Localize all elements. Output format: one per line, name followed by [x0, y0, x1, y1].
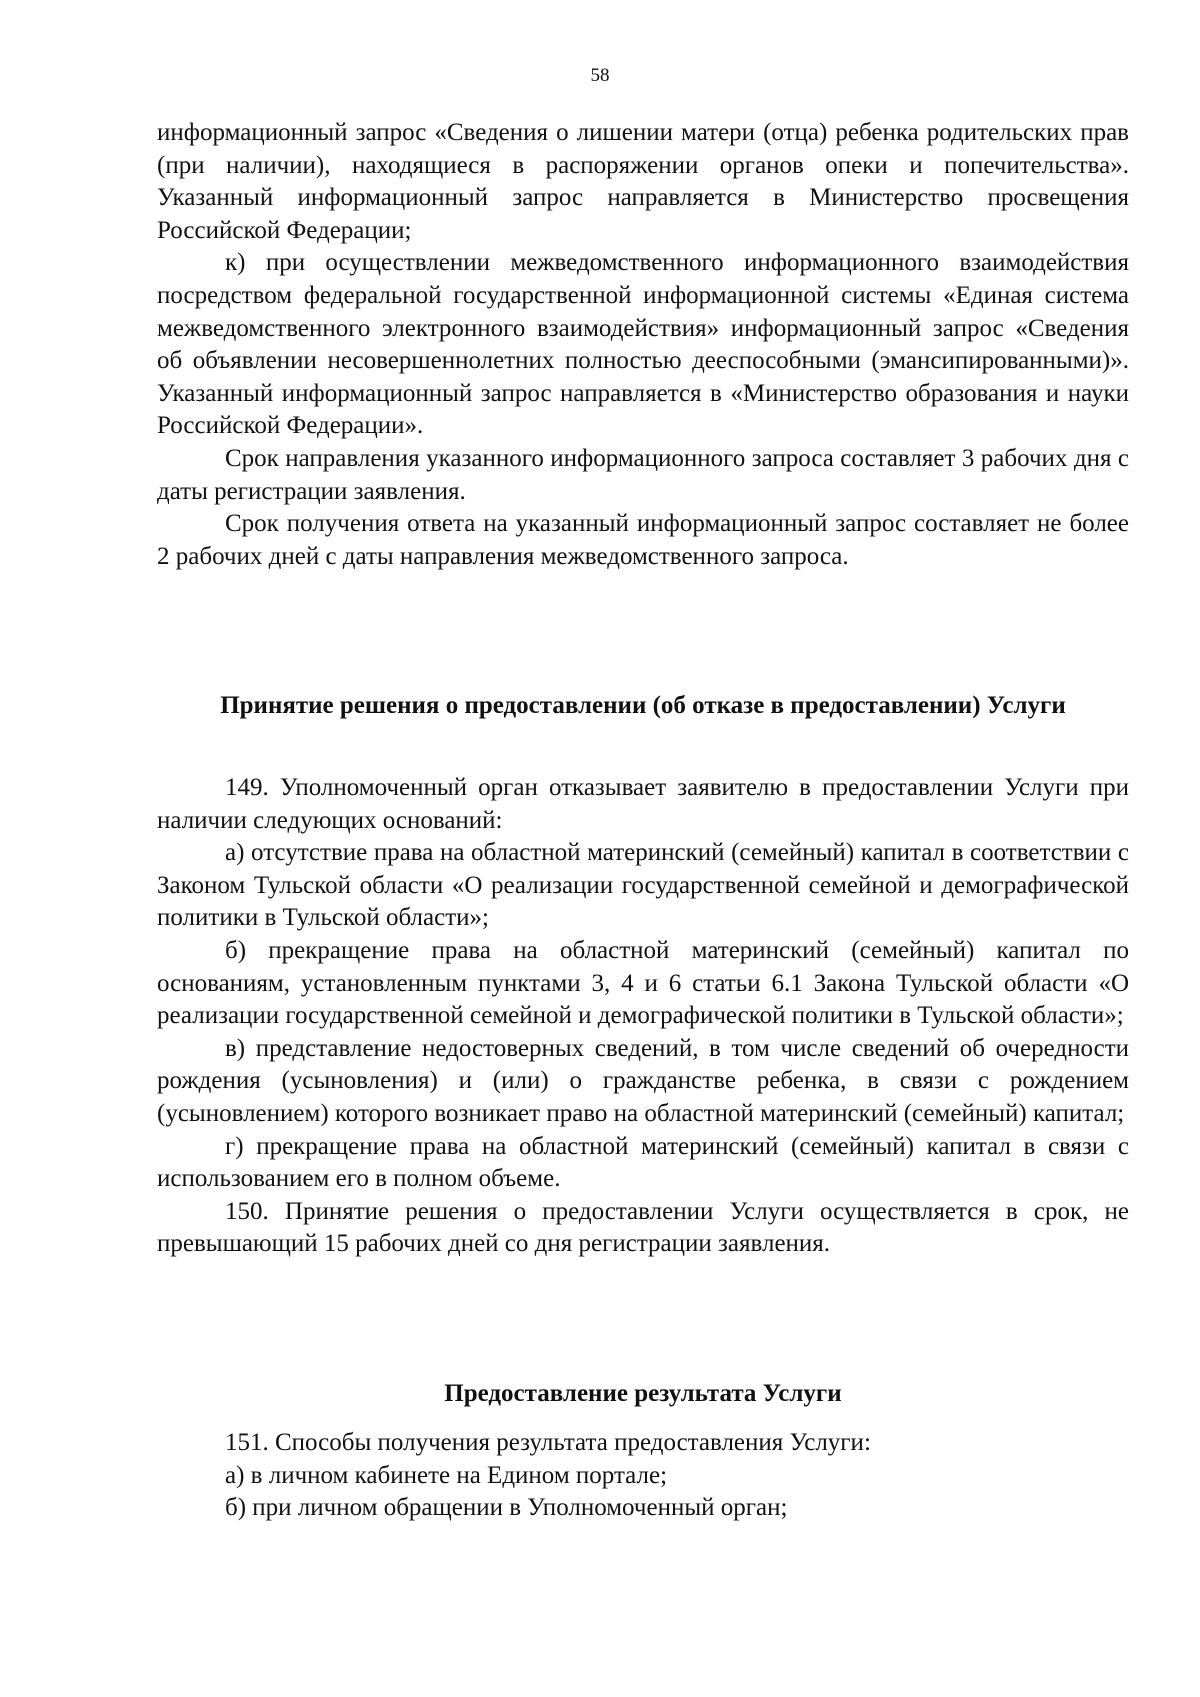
section-interagency-requests — [157, 117, 1129, 573]
paragraph-151-a: а) в личном кабинете на Едином портале; — [225, 1461, 668, 1489]
paragraph-149: 149. Уполномоченный орган отказывает заявителю в предоставлении Услуги при наличии следующих оснований: — [157, 774, 1129, 834]
paragraph-149-v: в) представление недостоверных сведений, в том числе сведений об очередности рождения (усыновления) и (или) о гражданстве ребенка, в связи с рождением (усыновлением) которого возникает право на областной материнский (семейный) капитал; — [157, 1034, 1129, 1127]
section-heading-result: Предоставление результата Услуги — [444, 1380, 842, 1407]
paragraph-151: 151. Способы получения результата предоставления Услуги: — [225, 1429, 871, 1456]
paragraph-item-k: к) при осуществлении межведомственного информационного взаимодействия посредством федеральной государственной информационной системы «Единая система межведомственного электронного взаимодействия» информационный запрос «Сведения об объявлении несовершеннолетних полностью дееспособными (эмансипированными)». Указанный информационный запрос направляется в «Министерство образования и науки Российской Федерации». — [157, 249, 1129, 440]
paragraph-150: 150. Принятие решения о предоставлении Услуги осуществляется в срок, не превышающий 15 рабочих дней со дня регистрации заявления. — [157, 1197, 1129, 1258]
paragraph-response-deadline: Срок получения ответа на указанный информационный запрос составляет не более 2 рабочих дней с даты направления межведомственного запроса. — [157, 510, 1129, 570]
section-result — [157, 1427, 1129, 1525]
paragraph-149-a: а) отсутствие права на областной материнский (семейный) капитал в соответствии с Законом Тульской области «О реализации государственной семейной и демографической политики в Тульской области»; — [157, 839, 1129, 932]
paragraph-149-g: г) прекращение права на областной материнский (семейный) капитал в связи с использованием его в полном объеме. — [157, 1132, 1129, 1193]
paragraph-parental-rights-request: информационный запрос «Сведения о лишении матери (отца) ребенка родительских прав (при наличии), находящиеся в распоряжении органов опеки и попечительства». Указанный информационный запрос направляется в Министерство просвещения Российской Федерации; — [157, 119, 1129, 244]
paragraph-151-b: б) при личном обращении в Уполномоченный орган; — [225, 1494, 788, 1522]
page-number: 58 — [590, 65, 610, 86]
section-decision — [157, 772, 1129, 1261]
paragraph-request-deadline: Срок направления указанного информационного запроса составляет 3 рабочих дня с даты регистрации заявления. — [157, 444, 1129, 505]
section-heading-decision: Принятие решения о предоставлении (об отказе в предоставлении) Услуги — [220, 692, 1066, 719]
paragraph-149-b: б) прекращение права на областной материнский (семейный) капитал по основаниям, установленным пунктами 3, 4 и 6 статьи 6.1 Закона Тульской области «О реализации государственной семейной и демографической политики в Тульской области»; — [157, 936, 1129, 1030]
